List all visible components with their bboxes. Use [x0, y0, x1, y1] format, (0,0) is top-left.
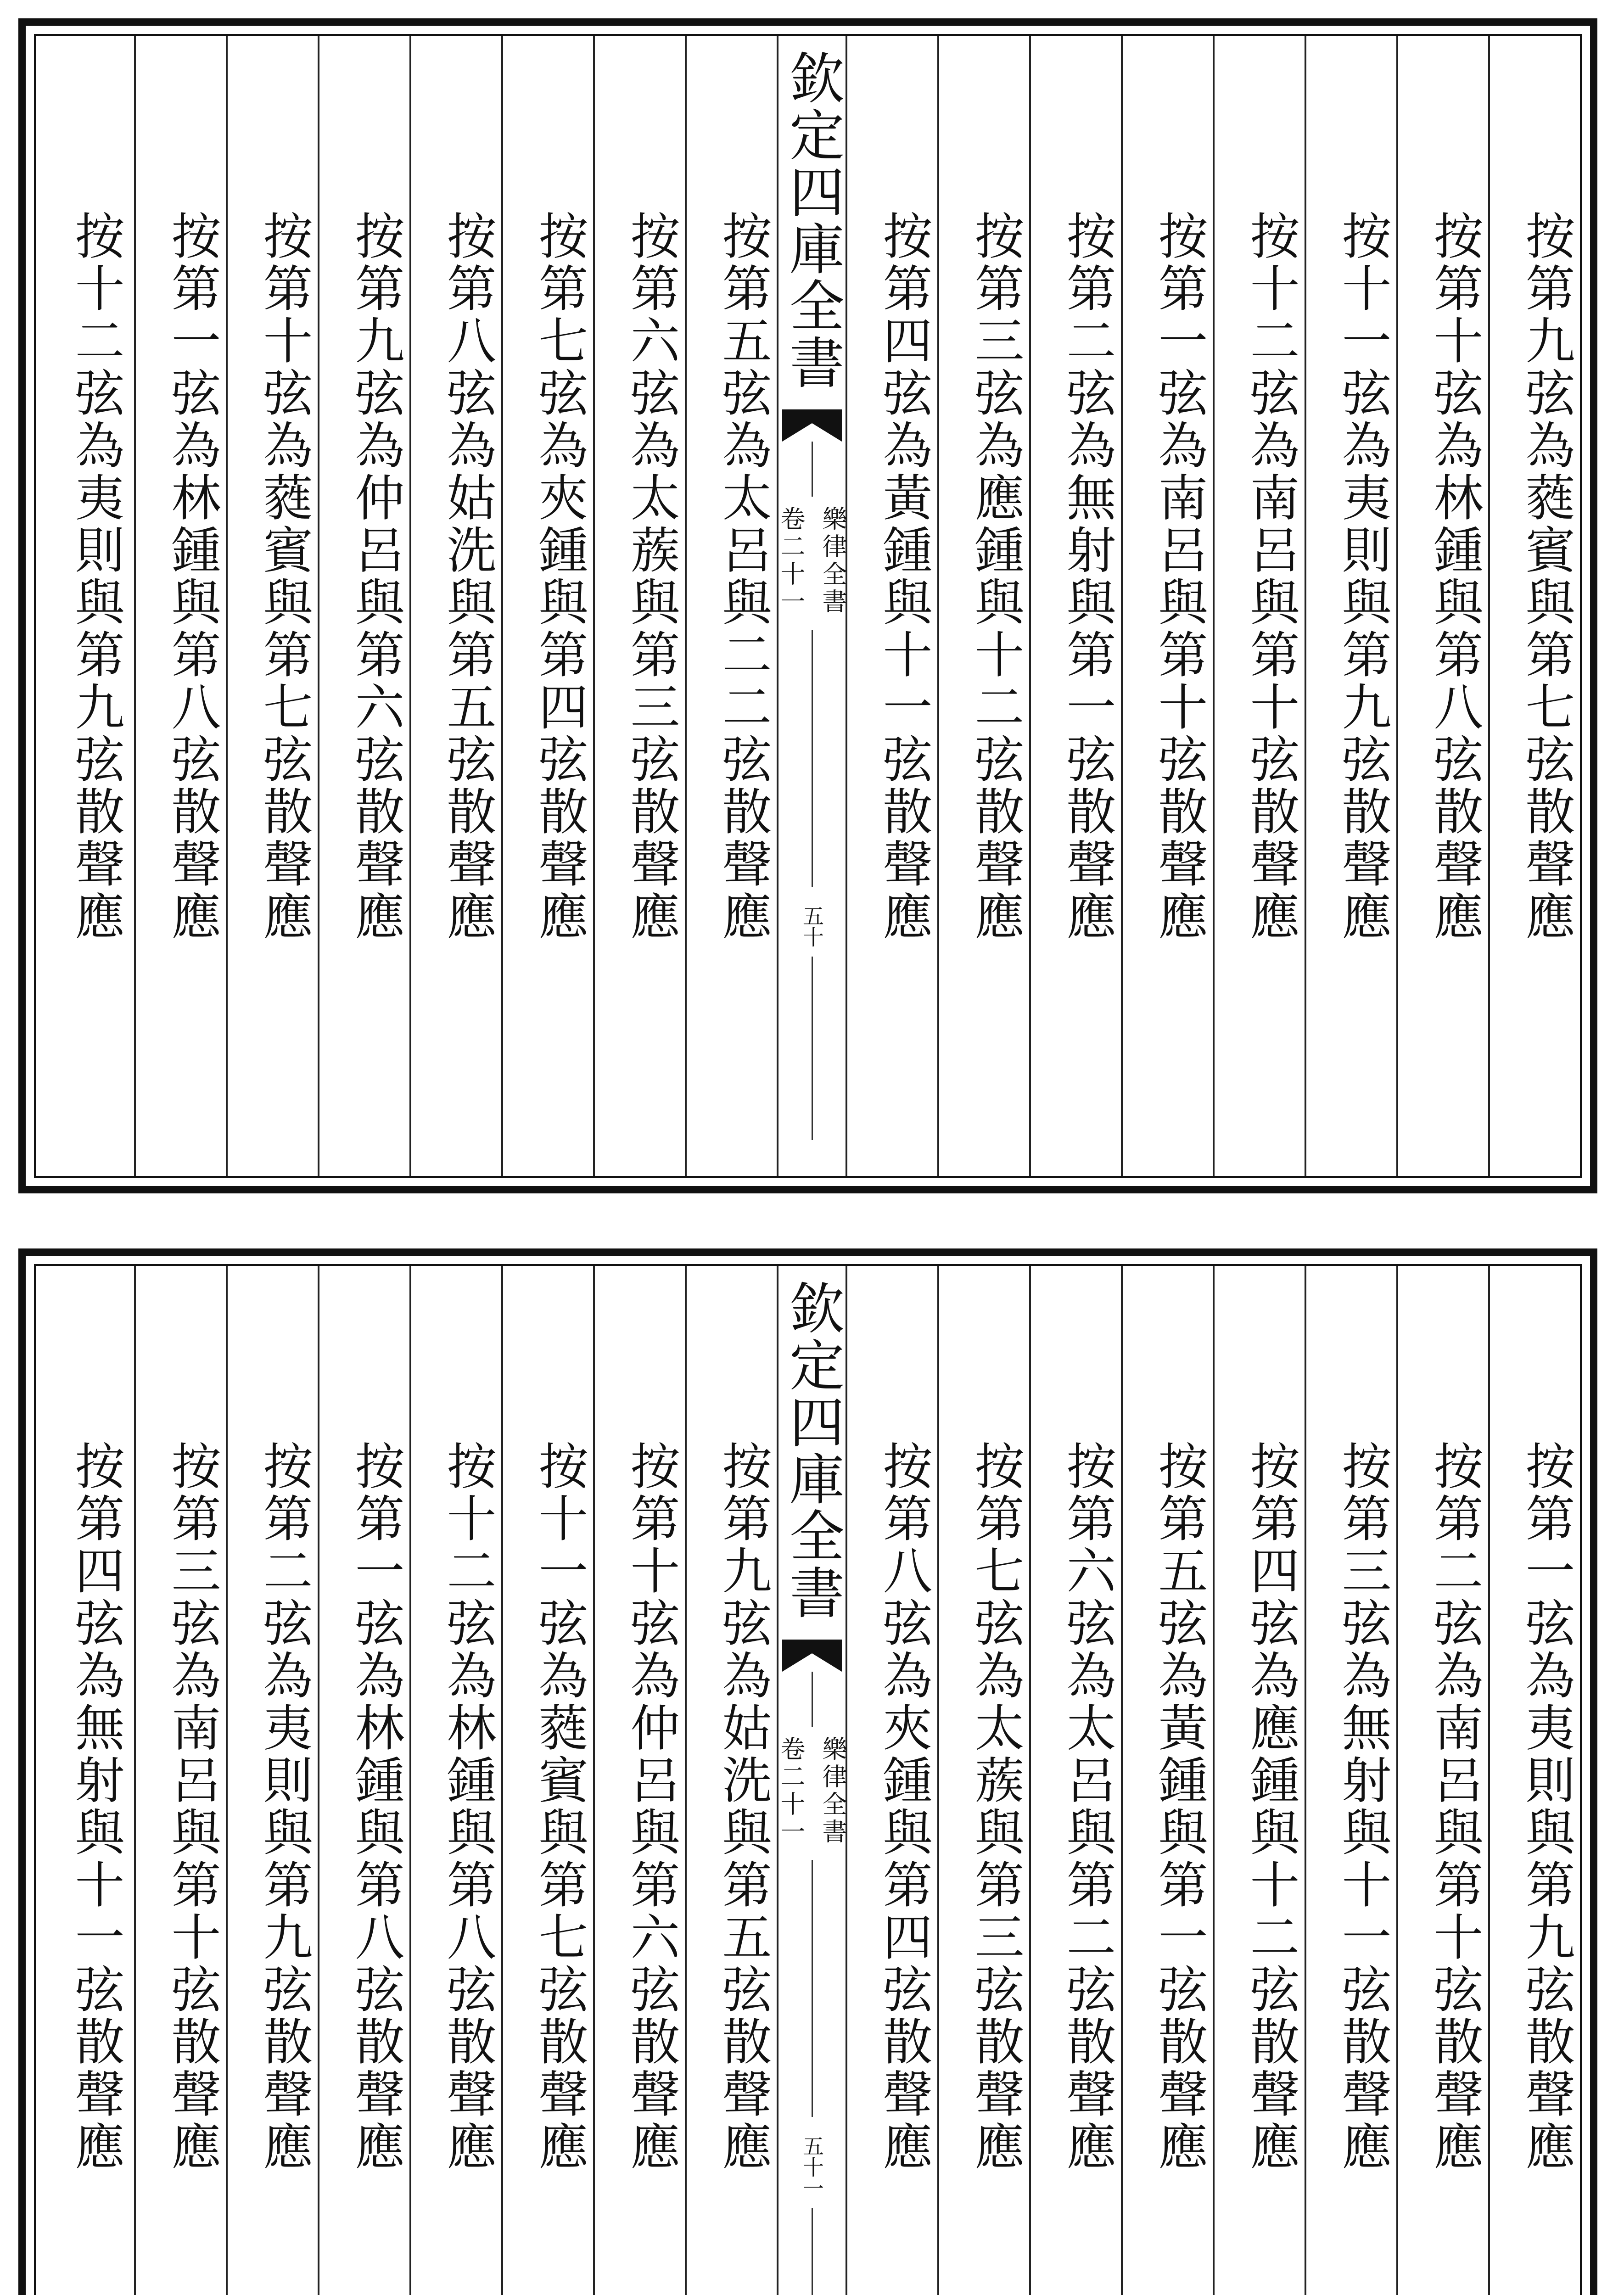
column-rule — [937, 36, 939, 1176]
column-rule — [226, 36, 228, 1176]
fishtail-mark-icon — [782, 409, 842, 442]
text-column — [960, 36, 1029, 1176]
text-column — [616, 1266, 685, 2295]
column-text: 按第四弦為無射與十一弦散聲應 — [67, 1440, 124, 2173]
text-column — [708, 36, 777, 1176]
page-top — [18, 18, 1597, 1193]
column-text: 按第七弦為夾鍾與第四弦散聲應 — [530, 210, 588, 943]
column-text: 按第二弦為南呂與第十弦散聲應 — [1425, 1440, 1483, 2173]
column-text: 按十二弦為南呂與第十弦散聲應 — [1242, 210, 1299, 943]
text-column — [432, 1266, 501, 2295]
text-column — [157, 1266, 226, 2295]
text-column — [1511, 36, 1580, 1176]
column-text: 按第九弦為仲呂與第六弦散聲應 — [347, 210, 404, 943]
column-text: 按十二弦為林鍾與第八弦散聲應 — [438, 1440, 496, 2173]
column-rule — [1121, 36, 1123, 1176]
column-rule — [1213, 1266, 1215, 2295]
column-rule — [409, 36, 411, 1176]
column-text: 按第十弦為林鍾與第八弦散聲應 — [1425, 210, 1483, 943]
column-text: 按第五弦為太呂與二二弦散聲應 — [714, 210, 771, 943]
column-rule — [937, 1266, 939, 2295]
column-rule — [1029, 36, 1031, 1176]
center-rule — [812, 442, 813, 497]
column-rule — [1029, 1266, 1031, 2295]
text-column — [61, 36, 129, 1176]
volume-label: 卷二十一 — [777, 506, 806, 616]
text-column — [1144, 36, 1213, 1176]
column-text: 按第六弦為太呂與第二弦散聲應 — [1058, 1440, 1115, 2173]
center-rule — [812, 1672, 813, 1727]
column-text: 按第一弦為林鍾與第八弦散聲應 — [347, 1440, 404, 2173]
column-rule — [593, 1266, 595, 2295]
center-rule — [812, 630, 813, 887]
text-column — [868, 36, 937, 1176]
center-rule — [812, 2208, 813, 2295]
column-text: 按第三弦為應鍾與十二弦散聲應 — [966, 210, 1024, 943]
center-margin — [778, 1266, 846, 2295]
text-column — [1419, 1266, 1488, 2295]
column-rule — [1488, 1266, 1490, 2295]
column-rule — [318, 1266, 319, 2295]
text-column — [61, 1266, 129, 2295]
text-column — [868, 1266, 937, 2295]
text-column — [960, 1266, 1029, 2295]
column-rule — [318, 36, 319, 1176]
collection-title: 欽定四庫全書 — [780, 50, 844, 391]
column-rule — [409, 1266, 411, 2295]
column-rule — [1396, 1266, 1398, 2295]
column-text: 按十一弦為蕤賓與第七弦散聲應 — [530, 1440, 588, 2173]
column-text: 按第三弦為南呂與第十弦散聲應 — [163, 1440, 220, 2173]
column-text: 按十一弦為夷則與第九弦散聲應 — [1333, 210, 1391, 943]
text-column — [1511, 1266, 1580, 2295]
column-text: 按第八弦為姑洗與第五弦散聲應 — [438, 210, 496, 943]
column-text: 按第一弦為南呂與第十弦散聲應 — [1150, 210, 1207, 943]
column-rule — [1305, 36, 1306, 1176]
folio-number: 五十一 — [800, 2135, 824, 2199]
text-column — [1419, 36, 1488, 1176]
text-column — [1144, 1266, 1213, 2295]
text-column — [524, 36, 593, 1176]
column-text: 按第五弦為黃鍾與第一弦散聲應 — [1150, 1440, 1207, 2173]
column-rule — [134, 1266, 136, 2295]
column-rule — [501, 36, 503, 1176]
text-column — [249, 36, 318, 1176]
volume-label: 卷二十一 — [777, 1736, 806, 1846]
text-column — [341, 36, 409, 1176]
column-text: 按第二弦為夷則與第九弦散聲應 — [255, 1440, 312, 2173]
center-meta — [773, 1736, 851, 1846]
column-text: 按第四弦為應鍾與十二弦散聲應 — [1242, 1440, 1299, 2173]
text-column — [1327, 1266, 1396, 2295]
text-column — [524, 1266, 593, 2295]
text-column — [1327, 36, 1396, 1176]
column-rule — [1121, 1266, 1123, 2295]
center-rule — [812, 1860, 813, 2117]
column-text: 按十二弦為夷則與第九弦散聲應 — [67, 210, 124, 943]
column-text: 按第一弦為夷則與第九弦散聲應 — [1517, 1440, 1574, 2173]
book-title: 樂律全書 — [818, 1736, 847, 1846]
text-column — [616, 36, 685, 1176]
column-text: 按第八弦為夾鍾與第四弦散聲應 — [874, 1440, 932, 2173]
column-rule — [501, 1266, 503, 2295]
column-rule — [226, 1266, 228, 2295]
center-margin — [778, 36, 846, 1176]
collection-title: 欽定四庫全書 — [780, 1280, 844, 1621]
column-text: 按第九弦為姑洗與第五弦散聲應 — [714, 1440, 771, 2173]
folio-number: 五十 — [800, 905, 824, 947]
column-rule — [685, 36, 687, 1176]
center-rule — [812, 957, 813, 1140]
column-rule — [1488, 36, 1490, 1176]
text-column — [341, 1266, 409, 2295]
text-column — [432, 36, 501, 1176]
column-rule — [134, 36, 136, 1176]
text-column — [1236, 36, 1305, 1176]
column-rule — [1396, 36, 1398, 1176]
fishtail-mark-icon — [782, 1640, 842, 1672]
column-text: 按第十弦為仲呂與第六弦散聲應 — [622, 1440, 679, 2173]
text-column — [1236, 1266, 1305, 2295]
column-text: 按第七弦為太蔟與第三弦散聲應 — [966, 1440, 1024, 2173]
column-text: 按第四弦為黃鍾與十一弦散聲應 — [874, 210, 932, 943]
center-meta — [773, 506, 851, 616]
book-title: 樂律全書 — [818, 506, 847, 616]
column-text: 按第六弦為太蔟與第三弦散聲應 — [622, 210, 679, 943]
text-column — [1052, 36, 1121, 1176]
column-rule — [1305, 1266, 1306, 2295]
text-column — [249, 1266, 318, 2295]
column-text: 按第三弦為無射與十一弦散聲應 — [1333, 1440, 1391, 2173]
page-bottom — [18, 1248, 1597, 2295]
text-column — [1052, 1266, 1121, 2295]
column-rule — [1213, 36, 1215, 1176]
text-column — [157, 36, 226, 1176]
column-text: 按第九弦為蕤賓與第七弦散聲應 — [1517, 210, 1574, 943]
column-rule — [685, 1266, 687, 2295]
column-text: 按第一弦為林鍾與第八弦散聲應 — [163, 210, 220, 943]
column-text: 按第十弦為蕤賓與第七弦散聲應 — [255, 210, 312, 943]
column-rule — [593, 36, 595, 1176]
column-text: 按第二弦為無射與第一弦散聲應 — [1058, 210, 1115, 943]
text-column — [708, 1266, 777, 2295]
